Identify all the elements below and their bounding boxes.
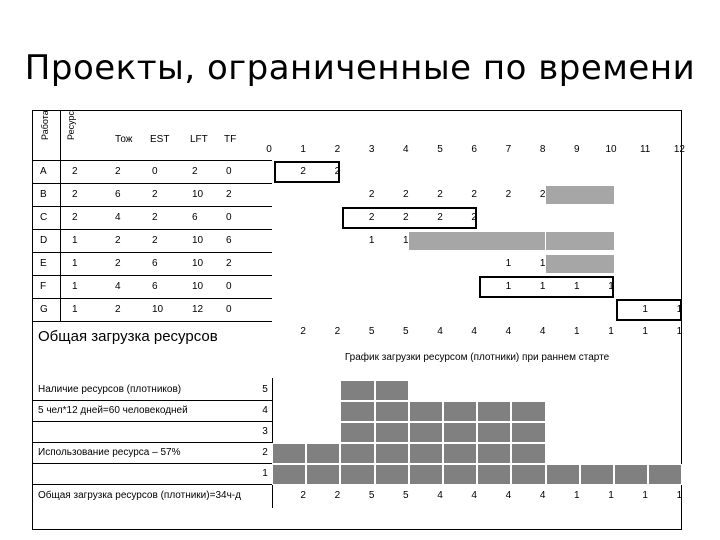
chart-level-line [32,421,272,422]
load-bar-cell [443,464,477,485]
resource-mark: 2 [334,166,341,177]
header-resource: Ресурс [66,110,76,140]
resource-mark: 1 [642,304,648,315]
critical-box [342,207,477,229]
load-bar-cell [409,401,443,422]
load-value: 1 [642,326,648,337]
level-label: 5 [262,384,268,395]
load-bar-cell [477,464,511,485]
cell-name: C [40,212,48,223]
chart-bottom-value: 1 [642,490,648,501]
period-label: 10 [605,144,617,155]
row-divider [32,252,272,253]
slack-cell [546,255,580,273]
load-value: 5 [368,326,375,337]
load-bar-cell [340,464,374,485]
critical-box [274,161,340,183]
cell-name: F [40,281,47,292]
cell-name: D [40,235,48,246]
load-bar-cell [375,422,409,443]
resource-mark: 2 [437,189,443,200]
period-label: 0 [266,144,272,155]
cell-name: E [40,258,47,269]
resource-mark: 2 [471,212,477,223]
slack-cell [546,232,580,250]
cell-est: 6 [152,258,158,269]
resource-mark: 1 [608,281,614,292]
load-value: 1 [574,326,580,337]
cell-tf: 0 [226,281,232,292]
chart-note: Наличие ресурсов (плотников) [38,384,182,395]
period-label: 12 [673,144,685,155]
cell-dur: 6 [115,189,121,200]
chart-bottom-value: 2 [300,490,306,501]
resource-mark: 2 [403,189,409,200]
load-bar-cell [306,443,340,464]
chart-bottom-value: 1 [574,490,580,501]
resource-mark: 1 [403,235,409,246]
load-bar-cell [443,401,477,422]
cell-lft: 10 [192,258,204,269]
row-divider [32,160,272,161]
chart-note: Использование ресурса – 57% [38,447,181,458]
slack-cell [409,232,443,250]
load-value: 4 [539,326,546,337]
load-bar-cell [511,443,545,464]
critical-box [479,276,614,298]
resource-mark: 2 [300,166,306,177]
load-bar-cell [306,464,340,485]
critical-box [616,299,682,321]
load-bar-cell [409,443,443,464]
cell-est: 2 [152,189,158,200]
resource-mark: 2 [403,212,409,223]
load-bar-cell [443,422,477,443]
load-bar-cell [648,464,682,485]
cell-res: 1 [72,235,78,246]
cell-dur: 2 [115,258,121,269]
chart-level-line [32,484,272,485]
cell-tf: 6 [226,235,232,246]
slack-cell [477,232,511,250]
chart-level-line [32,463,272,464]
header-work: Работа [40,110,50,140]
chart-caption: График загрузки ресурсом (плотники) при раннем старте [344,352,610,363]
cell-lft: 2 [192,166,198,177]
chart-bottom-value: 5 [403,490,409,501]
period-label: 1 [300,144,306,155]
cell-lft: 10 [192,281,204,292]
load-value: 4 [471,326,477,337]
row-divider [32,206,272,207]
cell-est: 2 [152,212,158,223]
load-value: 1 [676,326,683,337]
load-value: 4 [505,326,512,337]
cell-est: 6 [152,281,158,292]
slack-cell [580,186,614,204]
load-bar-cell [409,422,443,443]
chart-bottom-value: 4 [539,490,546,501]
level-label: 1 [262,468,268,479]
load-value: 5 [403,326,409,337]
chart-bottom-value: 1 [676,490,683,501]
cell-res: 1 [72,281,78,292]
resource-mark: 2 [368,189,375,200]
level-label: 3 [262,426,268,437]
resource-mark: 1 [368,235,375,246]
load-bar-cell [272,464,306,485]
load-bar-cell [340,401,374,422]
load-bar-cell [375,401,409,422]
cell-tf: 2 [226,189,232,200]
resource-mark: 1 [676,304,683,315]
level-label: 2 [262,447,268,458]
load-bar-cell [614,464,648,485]
row-divider [32,183,272,184]
load-bar-cell [546,464,580,485]
cell-tf: 0 [226,166,232,177]
resource-mark: 1 [539,281,546,292]
load-bar-cell [580,464,614,485]
resource-mark: 2 [368,212,375,223]
cell-dur: 2 [115,235,121,246]
load-bar-cell [272,443,306,464]
cell-tf: 2 [226,258,232,269]
chart-bottom-value: 4 [437,490,443,501]
chart-bottom-value: 4 [471,490,477,501]
slack-cell [511,232,545,250]
load-bar-cell [511,422,545,443]
cell-dur: 2 [115,166,121,177]
resource-mark: 1 [574,281,580,292]
cell-tf: 0 [226,212,232,223]
header-est: EST [150,134,170,145]
load-bar-cell [375,443,409,464]
load-bar-cell [477,401,511,422]
period-label: 2 [334,144,341,155]
row-divider [32,321,272,322]
chart-footer: Общая загрузка ресурсов (плотники)=34ч-д [38,490,241,501]
cell-lft: 10 [192,235,204,246]
load-bar-cell [340,443,374,464]
period-label: 3 [368,144,375,155]
chart-bottom-value: 4 [505,490,512,501]
period-label: 5 [437,144,443,155]
load-bar-cell [375,464,409,485]
period-label: 8 [539,144,546,155]
cell-res: 2 [72,189,78,200]
header-tf: TF [224,134,237,145]
cell-dur: 4 [115,212,121,223]
column-divider [60,110,61,321]
load-value: 2 [300,326,306,337]
cell-tf: 0 [226,304,232,315]
load-bar-cell [511,401,545,422]
load-bar-cell [477,422,511,443]
cell-dur: 2 [115,304,121,315]
resource-mark: 2 [505,189,512,200]
cell-name: A [40,166,47,177]
cell-lft: 10 [192,189,204,200]
slack-cell [580,255,614,273]
cell-res: 2 [72,166,78,177]
slack-cell [546,186,580,204]
period-label: 6 [471,144,477,155]
header-lft: LFT [190,134,208,145]
slide-title: Проекты, ограниченные по времени [24,48,696,88]
resource-mark: 1 [505,281,512,292]
slack-cell [443,232,477,250]
level-label: 4 [262,405,268,416]
cell-est: 0 [152,166,158,177]
resource-mark: 2 [437,212,443,223]
chart-note: 5 чел*12 дней=60 человекодней [38,405,188,416]
chart-level-line [32,400,272,401]
resource-mark: 2 [539,189,546,200]
load-bar-cell [409,464,443,485]
chart-bottom-value: 2 [334,490,341,501]
cell-dur: 4 [115,281,121,292]
load-bar-cell [443,443,477,464]
row-divider [32,229,272,230]
period-label: 7 [505,144,512,155]
cell-lft: 6 [192,212,198,223]
resource-mark: 2 [471,189,477,200]
load-value: 2 [334,326,341,337]
cell-lft: 12 [192,304,204,315]
chart-bottom-value: 1 [608,490,614,501]
load-bar-cell [340,422,374,443]
total-load-label: Общая загрузка ресурсов [38,328,218,345]
resource-mark: 1 [539,258,546,269]
row-divider [32,298,272,299]
cell-name: G [40,304,48,315]
chart-bottom-value: 5 [368,490,375,501]
cell-res: 2 [72,212,78,223]
row-divider [32,275,272,276]
cell-res: 1 [72,304,78,315]
header-duration: Тож [115,134,133,145]
slack-cell [580,232,614,250]
resource-mark: 1 [505,258,512,269]
cell-est: 10 [152,304,164,315]
period-label: 9 [574,144,580,155]
load-bar-cell [511,464,545,485]
cell-res: 1 [72,258,78,269]
load-bar-cell [340,380,374,401]
load-value: 4 [437,326,443,337]
chart-level-line [32,442,272,443]
load-bar-cell [375,380,409,401]
cell-name: B [40,189,47,200]
cell-est: 2 [152,235,158,246]
period-label: 11 [639,144,651,155]
load-bar-cell [477,443,511,464]
period-label: 4 [403,144,409,155]
load-value: 1 [608,326,614,337]
